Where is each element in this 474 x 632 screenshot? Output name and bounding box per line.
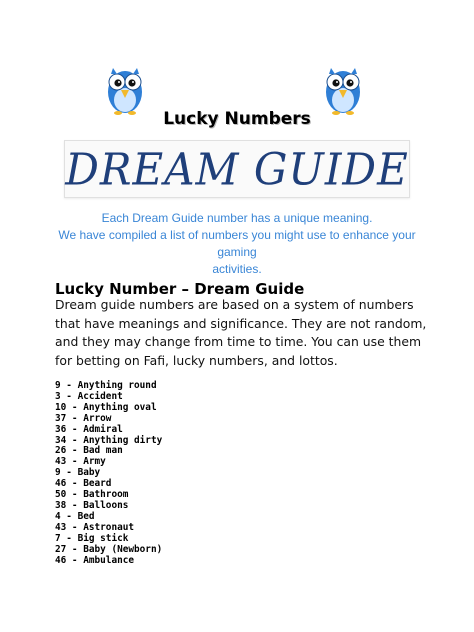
- list-item: 50 - Bathroom: [55, 489, 129, 501]
- list-item: 9 - Baby: [55, 467, 101, 479]
- list-item: 36 - Admiral: [55, 423, 123, 435]
- intro-line: activities.: [212, 262, 262, 276]
- list-item: 3 - Accident: [55, 390, 123, 402]
- list-item: 37 - Arrow: [55, 412, 112, 424]
- section-title: Lucky Number – Dream Guide: [55, 280, 305, 298]
- list-item: 27 - Baby (Newborn): [55, 543, 163, 555]
- intro-line: Each Dream Guide number has a unique meaning.: [101, 211, 373, 225]
- dream-number-list: [55, 381, 355, 566]
- owl-mascot-icon: [321, 62, 365, 116]
- list-item: 7 - Big stick: [55, 532, 129, 544]
- owl-mascot-icon: [103, 62, 147, 116]
- list-item: 10 - Anything oval: [55, 401, 157, 413]
- dream-guide-banner: [64, 140, 410, 198]
- list-item: 34 - Anything dirty: [55, 434, 163, 446]
- intro-text: [40, 210, 434, 278]
- list-item: 26 - Bad man: [55, 445, 123, 457]
- banner-title: DREAM GUIDE: [65, 143, 409, 195]
- list-item: 43 - Army: [55, 456, 106, 468]
- list-item: 4 - Bed: [55, 510, 95, 522]
- list-item: 38 - Balloons: [55, 499, 129, 511]
- section-body: Dream guide numbers are based on a system of numbers that have meanings and significance. They are not random, and they may change from time to time. You can use them for betting on Fafi, lucky numbers, and lottos.: [55, 297, 427, 368]
- list-item: 43 - Astronaut: [55, 521, 135, 533]
- list-item: 46 - Ambulance: [55, 554, 135, 566]
- list-item: 46 - Beard: [55, 478, 112, 490]
- intro-line: We have compiled a list of numbers you might use to enhance your gaming: [58, 228, 416, 259]
- page-subtitle: Lucky Numbers: [163, 109, 311, 129]
- list-item: 9 - Anything round: [55, 380, 157, 391]
